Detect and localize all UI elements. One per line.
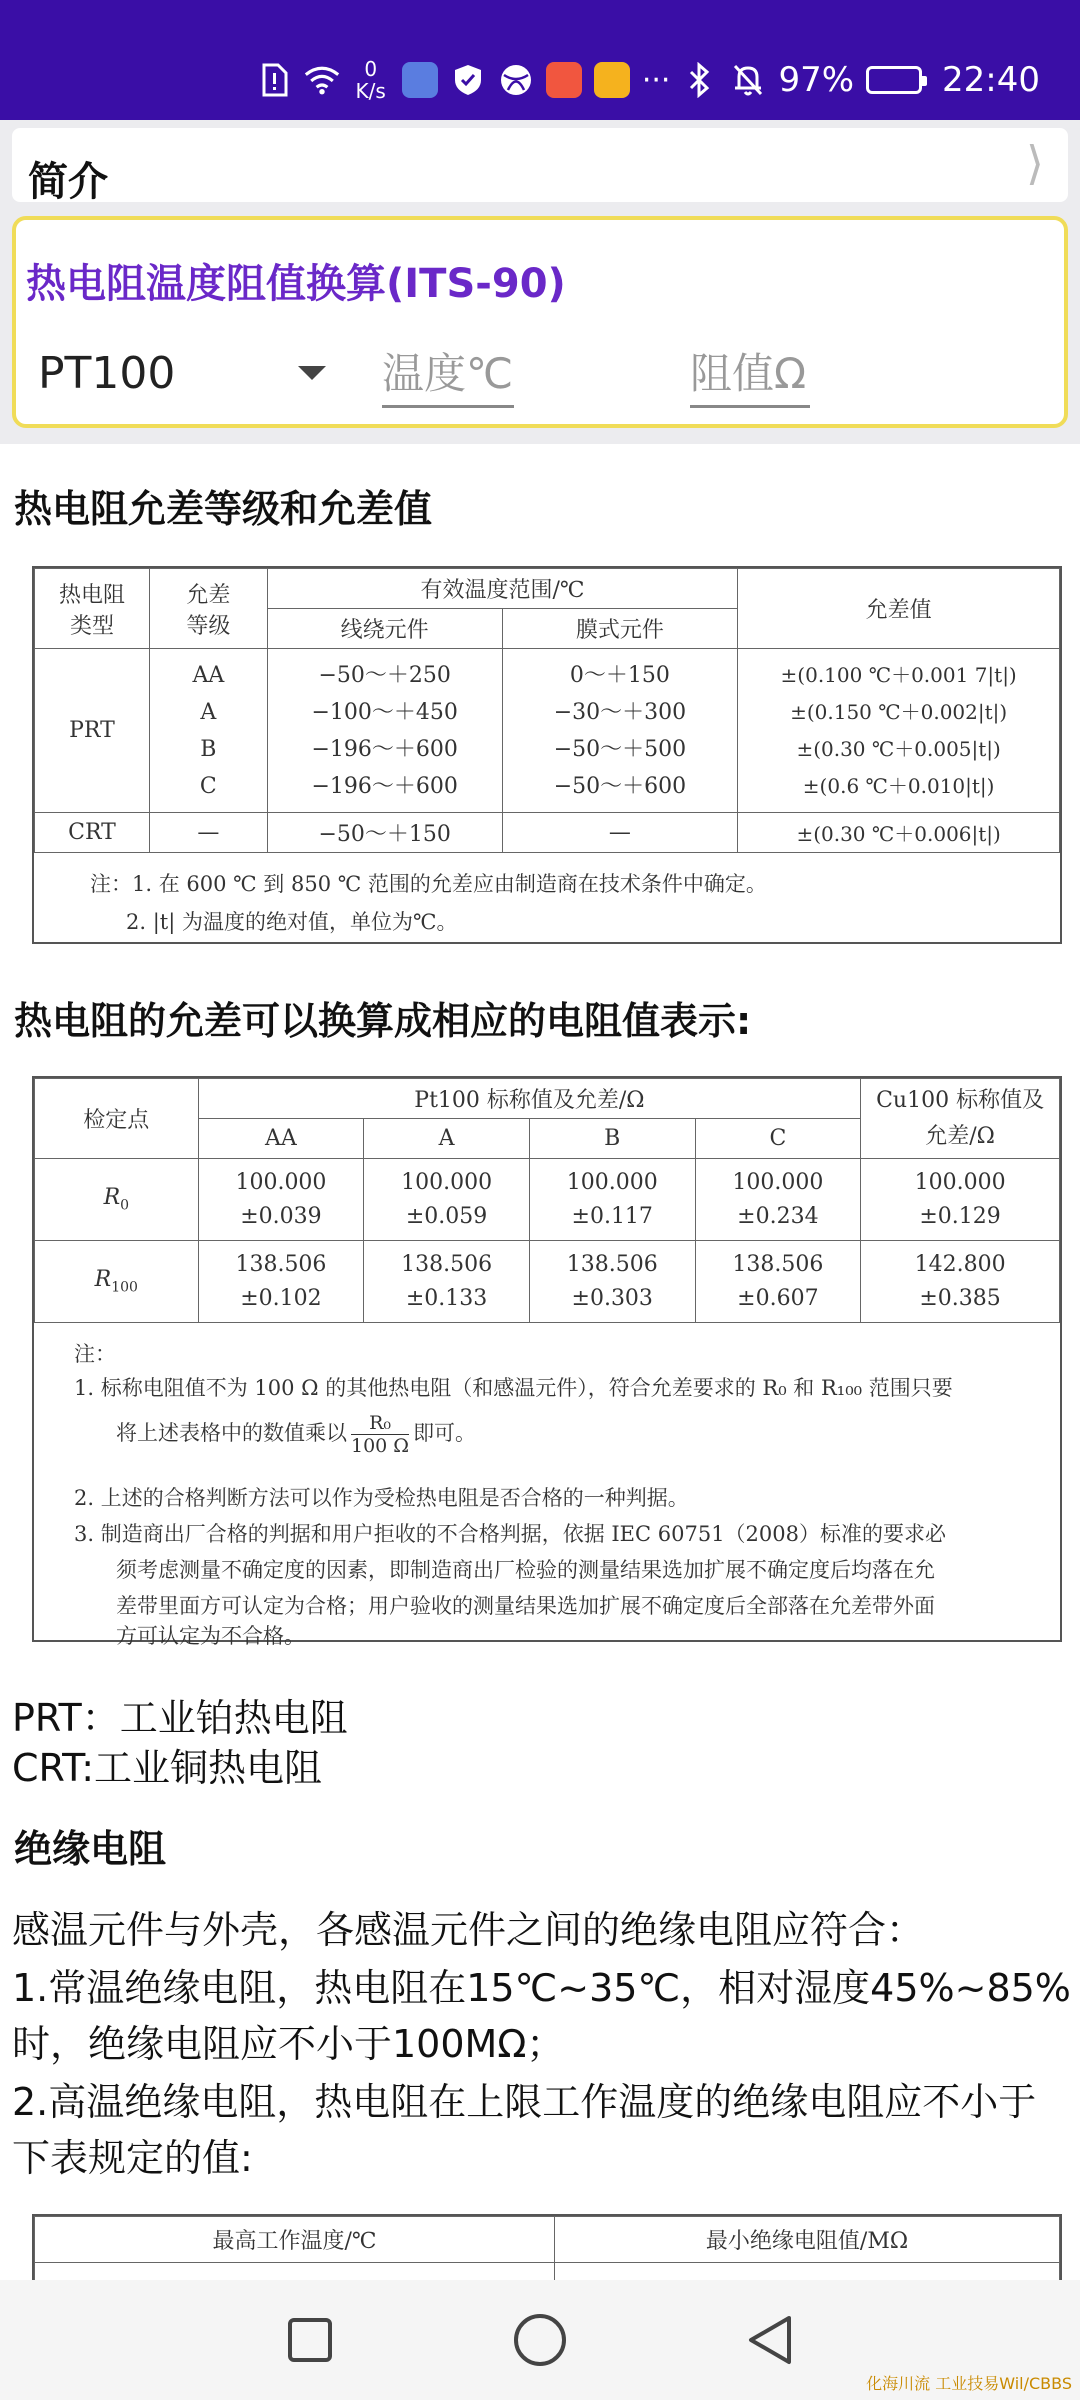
battery-percent: 97% — [778, 60, 855, 100]
sensor-type-dropdown[interactable] — [38, 340, 338, 406]
col-header-c: C — [695, 1119, 861, 1159]
col-header-aa: AA — [198, 1119, 364, 1159]
r0-a: 100.000 ±0.059 — [364, 1159, 530, 1241]
back-triangle-icon — [745, 2314, 795, 2366]
col-header-point: 检定点 — [35, 1079, 199, 1159]
row-crt-tolerance: ±(0.30 ℃＋0.006|t|) — [738, 813, 1060, 853]
table2-note-3c: 差带里面方可认定为合格；用户验收的测量结果选加扩展不确定度后全部落在允差带外面 — [116, 1594, 935, 1618]
browser-app-icon — [498, 62, 534, 98]
col-header-pt100: Pt100 标称值及允差/Ω — [198, 1079, 861, 1119]
table1-note-2: 2. |t| 为温度的绝对值，单位为℃。 — [126, 910, 458, 934]
clock: 22:40 — [942, 60, 1040, 100]
status-bar — [0, 0, 1080, 120]
row-r0-label: $R_0$ — [35, 1159, 199, 1241]
col-header-type: 热电阻 类型 — [35, 569, 150, 649]
net-speed-unit: K/s — [355, 79, 386, 103]
home-button[interactable] — [508, 2308, 572, 2372]
r0-aa: 100.000 ±0.039 — [198, 1159, 364, 1241]
abbr-crt: CRT:工业铜热电阻 — [12, 1746, 323, 1790]
row-prt-film: 0～＋150 −30～＋300 −50～＋500 −50～＋600 — [502, 649, 738, 813]
music-app-icon — [402, 62, 438, 98]
col-header-tolerance: 允差值 — [738, 569, 1060, 649]
chevron-right-icon[interactable]: ⟩ — [1026, 136, 1044, 190]
col-header-range: 有效温度范围/℃ — [267, 569, 738, 609]
col-header-b: B — [529, 1119, 695, 1159]
col-header-a: A — [364, 1119, 530, 1159]
col-header-wire: 线绕元件 — [267, 609, 502, 649]
table2-note-1a: 1. 标称电阻值不为 100 Ω 的其他热电阻（和感温元件），符合允差要求的 R₀ 和 R₁₀₀ 范围只要 — [74, 1376, 953, 1400]
insulation-row-temp — [35, 2263, 555, 2281]
insulation-text-2: 1.常温绝缘电阻，热电阻在15℃~35℃，相对湿度45%~85%时，绝缘电阻应不小于100MΩ； — [12, 1966, 1071, 2066]
row-prt-classes: AA A B C — [149, 649, 267, 813]
col-header-min-res: 最小绝缘电阻值/MΩ — [555, 2217, 1060, 2263]
insulation-text-1: 感温元件与外壳，各感温元件之间的绝缘电阻应符合： — [12, 1908, 925, 1952]
table2-note-2: 2. 上述的合格判断方法可以作为受检热电阻是否合格的一种判据。 — [74, 1486, 689, 1510]
r0-c: 100.000 ±0.234 — [695, 1159, 861, 1241]
converter-title: 热电阻温度阻值换算(ITS-90) — [26, 261, 566, 307]
net-speed-value: 0 — [364, 57, 378, 81]
more-icon: ··· — [641, 62, 671, 98]
intro-section[interactable] — [12, 128, 1068, 205]
row-crt-wire: −50～＋150 — [267, 813, 502, 853]
row-r100-label: $R_{100}$ — [35, 1241, 199, 1323]
insulation-row-res — [555, 2263, 1060, 2281]
col-header-max-temp: 最高工作温度/℃ — [35, 2217, 555, 2263]
resistance-tolerance-table — [32, 1076, 1062, 1648]
row-prt-type: PRT — [35, 649, 150, 813]
dropdown-arrow-icon — [298, 366, 326, 380]
table2-note-3a: 3. 制造商出厂合格的判据和用户拒收的不合格判据，依据 IEC 60751（2008）标准的要求必 — [74, 1522, 946, 1546]
table2-note-3d: 方可认定为不合格。 — [116, 1624, 305, 1648]
row-prt-tolerance: ±(0.100 ℃＋0.001 7|t|) ±(0.150 ℃＋0.002|t|) ±(0.30 ℃＋0.005|t|) ±(0.6 ℃＋0.010|t|) — [738, 649, 1060, 813]
row-prt-wire: −50～＋250 −100～＋450 −196～＋600 −196～＋600 — [267, 649, 502, 813]
navigation-bar — [0, 2280, 1080, 2400]
circle-icon — [512, 2312, 568, 2368]
news-app-icon — [546, 62, 582, 98]
r0-cu100: 100.000 ±0.129 — [861, 1159, 1060, 1241]
r0-b: 100.000 ±0.117 — [529, 1159, 695, 1241]
r100-c: 138.506 ±0.607 — [695, 1241, 861, 1323]
wifi-icon — [304, 62, 340, 98]
col-header-film: 膜式元件 — [502, 609, 738, 649]
insulation-table — [32, 2214, 1062, 2280]
r100-b: 138.506 ±0.303 — [529, 1241, 695, 1323]
content-card[interactable] — [0, 444, 1080, 2280]
converter-card — [12, 216, 1068, 428]
intro-title: 简介 — [28, 159, 108, 205]
network-speed — [356, 58, 386, 102]
battery-icon — [866, 66, 922, 94]
col-header-cu100: Cu100 标称值及 允差/Ω — [861, 1079, 1060, 1159]
table2-note-1b: 将上述表格中的数值乘以 $\frac{\text{R₀}}{100 \Omega}$ 即可。 — [116, 1412, 477, 1457]
sensor-type-value: PT100 — [38, 347, 176, 399]
row-crt-type: CRT — [35, 813, 150, 853]
table2-note-3b: 须考虑测量不确定度的因素，即制造商出厂检验的测量结果选加扩展不确定度后均落在允 — [116, 1558, 935, 1582]
shield-icon — [450, 62, 486, 98]
back-button[interactable] — [738, 2308, 802, 2372]
temperature-input[interactable] — [382, 342, 514, 408]
insulation-text-3: 2.高温绝缘电阻，热电阻在上限工作温度的绝缘电阻应不小于下表规定的值: — [12, 2080, 1037, 2180]
section-heading-insulation: 绝缘电阻 — [14, 1827, 167, 1871]
square-icon — [286, 2316, 334, 2364]
section-heading-tolerance-class: 热电阻允差等级和允差值 — [14, 487, 433, 531]
r100-a: 138.506 ±0.133 — [364, 1241, 530, 1323]
r100-aa: 138.506 ±0.102 — [198, 1241, 364, 1323]
resistance-input[interactable] — [690, 342, 810, 408]
mail-app-icon — [594, 62, 630, 98]
battery-outline — [866, 66, 922, 94]
tolerance-class-table — [32, 566, 1062, 944]
watermark: 化海川流 工业技易Wil/CBBS — [866, 2374, 1072, 2393]
row-crt-film: — — [502, 813, 738, 853]
abbr-prt: PRT：工业铂热电阻 — [12, 1696, 348, 1740]
row-crt-class: — — [149, 813, 267, 853]
recents-button[interactable] — [278, 2308, 342, 2372]
table1-note-1: 注：1. 在 600 ℃ 到 850 ℃ 范围的允差应由制造商在技术条件中确定。 — [90, 872, 767, 896]
sim-alert-icon — [256, 62, 292, 98]
table2-note-title: 注： — [74, 1342, 116, 1366]
mute-bell-icon — [730, 62, 766, 98]
section-heading-resistance-tolerance: 热电阻的允差可以换算成相应的电阻值表示: — [14, 999, 752, 1043]
r100-cu100: 142.800 ±0.385 — [861, 1241, 1060, 1323]
status-icons — [256, 52, 1040, 108]
col-header-class: 允差 等级 — [149, 569, 267, 649]
bluetooth-icon — [682, 62, 718, 98]
